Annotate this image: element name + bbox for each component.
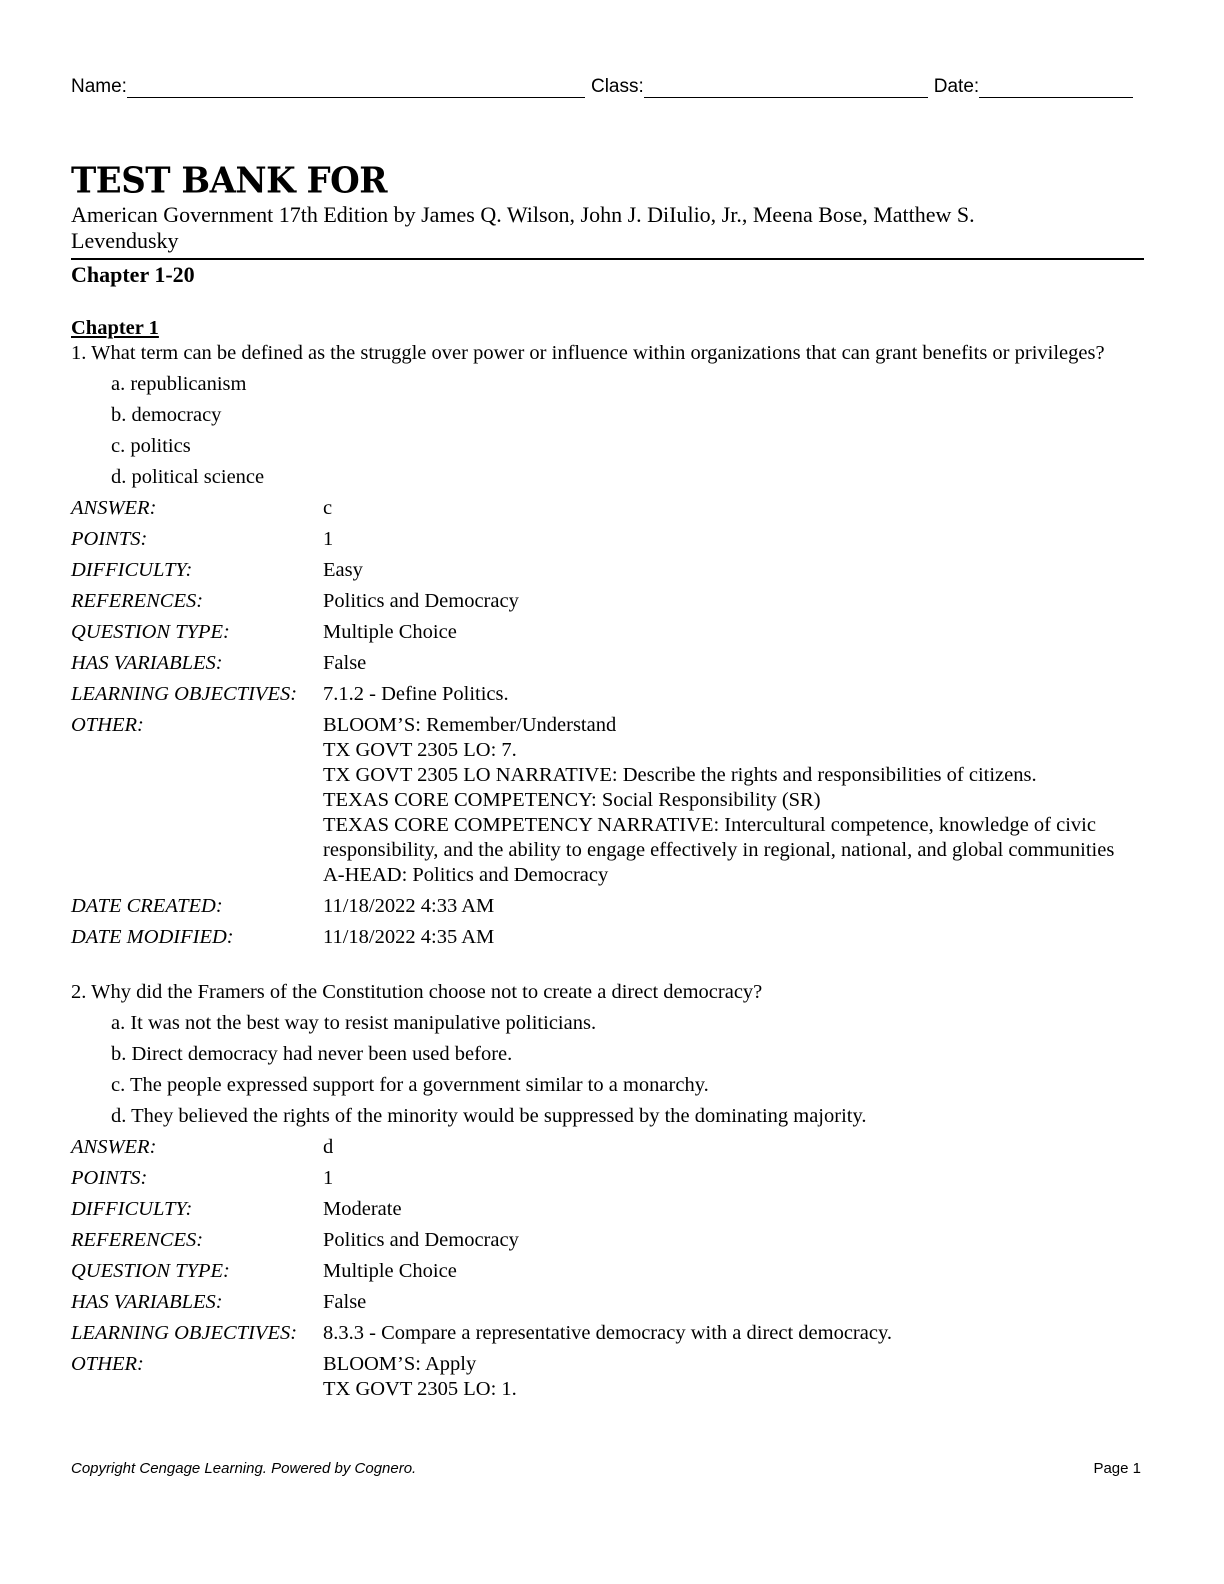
book-subtitle: American Government 17th Edition by James Q. Wilson, John J. DiIulio, Jr., Meena Bose, Matthew S. Levendusky	[71, 202, 975, 253]
difficulty-value: Easy	[323, 559, 363, 581]
learning-objectives-value: 8.3.3 - Compare a representative democracy with a direct democracy.	[323, 1322, 892, 1344]
has-variables-label: HAS VARIABLES:	[71, 652, 223, 674]
option-b: b. Direct democracy had never been used before.	[111, 1043, 513, 1065]
page-footer	[71, 1460, 1141, 1477]
references-label: REFERENCES:	[71, 1229, 204, 1251]
difficulty-value: Moderate	[323, 1198, 402, 1220]
references-label: REFERENCES:	[71, 590, 204, 612]
name-label: Name:	[71, 76, 127, 97]
date-created-value: 11/18/2022 4:33 AM	[323, 895, 495, 917]
date-modified-value: 11/18/2022 4:35 AM	[323, 926, 495, 948]
other-line: BLOOM’S: Apply	[323, 1353, 477, 1375]
date-label: Date:	[933, 76, 980, 97]
other-line: TX GOVT 2305 LO: 7.	[323, 739, 517, 761]
answer-options	[111, 1008, 1144, 1132]
date-blank-line	[979, 73, 1133, 98]
learning-objectives-value: 7.1.2 - Define Politics.	[323, 683, 509, 705]
other-label: OTHER:	[71, 1353, 144, 1375]
copyright-text: Copyright Cengage Learning. Powered by Cognero.	[71, 1460, 417, 1477]
question-metadata	[71, 493, 1144, 953]
other-value	[323, 710, 1144, 891]
chapter-range: Chapter 1-20	[71, 262, 195, 287]
other-line: TX GOVT 2305 LO NARRATIVE: Describe the rights and responsibilities of citizens.	[323, 764, 1037, 786]
learning-objectives-label: LEARNING OBJECTIVES:	[71, 683, 298, 705]
question-type-value: Multiple Choice	[323, 621, 457, 643]
page-number: Page 1	[1093, 1460, 1141, 1477]
option-a: a. republicanism	[111, 373, 247, 395]
chapter-heading: Chapter 1	[71, 317, 159, 339]
points-label: POINTS:	[71, 1167, 148, 1189]
answer-value: d	[323, 1136, 334, 1158]
difficulty-label: DIFFICULTY:	[71, 559, 193, 581]
learning-objectives-label: LEARNING OBJECTIVES:	[71, 1322, 298, 1344]
question-2	[71, 980, 1144, 1405]
other-line: TEXAS CORE COMPETENCY: Social Responsibility (SR)	[323, 789, 821, 811]
option-b: b. democracy	[111, 404, 222, 426]
references-value: Politics and Democracy	[323, 590, 519, 612]
other-line: A-HEAD: Politics and Democracy	[323, 864, 609, 886]
test-bank-title: TEST BANK FOR	[71, 160, 388, 202]
points-label: POINTS:	[71, 528, 148, 550]
question-metadata	[71, 1132, 1144, 1405]
question-type-label: QUESTION TYPE:	[71, 1260, 230, 1282]
answer-label: ANSWER:	[71, 1136, 157, 1158]
question-text: 1. What term can be defined as the struggle over power or influence within organizations that can grant benefits or privileges?	[71, 342, 1105, 364]
has-variables-value: False	[323, 652, 367, 674]
other-line: BLOOM’S: Remember/Understand	[323, 714, 617, 736]
points-value: 1	[323, 528, 334, 550]
class-label: Class:	[590, 76, 644, 97]
question-1	[71, 341, 1144, 953]
option-a: a. It was not the best way to resist manipulative politicians.	[111, 1012, 597, 1034]
answer-label: ANSWER:	[71, 497, 157, 519]
has-variables-label: HAS VARIABLES:	[71, 1291, 223, 1313]
name-blank-line	[127, 73, 585, 98]
date-created-label: DATE CREATED:	[71, 895, 223, 917]
question-text: 2. Why did the Framers of the Constitution choose not to create a direct democracy?	[71, 981, 763, 1003]
other-value	[323, 1349, 1144, 1405]
other-line: TX GOVT 2305 LO: 1.	[323, 1378, 517, 1400]
answer-value: c	[323, 497, 333, 519]
points-value: 1	[323, 1167, 334, 1189]
questions-content	[71, 315, 1144, 1405]
option-c: c. politics	[111, 435, 191, 457]
document-page	[71, 0, 1144, 1584]
class-blank-line	[644, 73, 928, 98]
has-variables-value: False	[323, 1291, 367, 1313]
difficulty-label: DIFFICULTY:	[71, 1198, 193, 1220]
other-line: TEXAS CORE COMPETENCY NARRATIVE: Intercultural competence, knowledge of civic responsibility, and the ability to engage effectively in regional, national, and global communities	[323, 814, 1115, 861]
option-d: d. They believed the rights of the minority would be suppressed by the dominating majority.	[111, 1105, 867, 1127]
answer-options	[111, 369, 1144, 493]
student-info-row	[71, 68, 1141, 98]
title-block	[71, 160, 1144, 290]
question-type-value: Multiple Choice	[323, 1260, 457, 1282]
references-value: Politics and Democracy	[323, 1229, 519, 1251]
date-modified-label: DATE MODIFIED:	[71, 926, 234, 948]
other-label: OTHER:	[71, 714, 144, 736]
question-type-label: QUESTION TYPE:	[71, 621, 230, 643]
option-d: d. political science	[111, 466, 265, 488]
option-c: c. The people expressed support for a government similar to a monarchy.	[111, 1074, 709, 1096]
